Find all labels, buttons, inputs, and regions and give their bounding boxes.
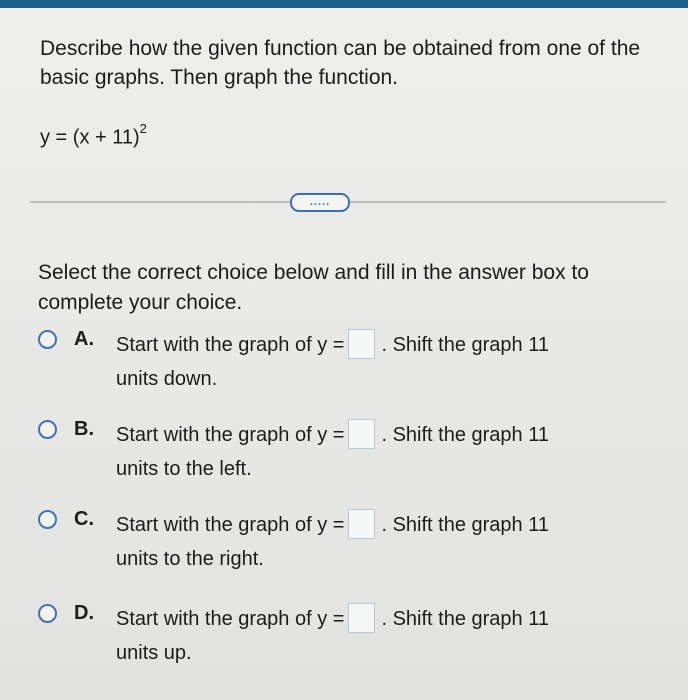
answer-box-b[interactable]	[348, 419, 375, 449]
choice-d-suffix: . Shift the graph 11	[381, 608, 549, 630]
choice-c[interactable]	[38, 508, 658, 578]
answer-box-d[interactable]	[348, 603, 375, 633]
choice-text-a	[116, 328, 646, 396]
choice-c-prefix: Start with the graph of y =	[116, 514, 345, 536]
choice-c-suffix: . Shift the graph 11	[381, 514, 549, 536]
function-equation	[40, 121, 147, 150]
top-bar	[0, 0, 688, 8]
choice-b-prefix: Start with the graph of y =	[116, 424, 345, 446]
choice-letter-d: D.	[74, 602, 94, 624]
choice-letter-b: B.	[74, 418, 94, 440]
choice-text-c	[116, 508, 646, 576]
choice-b-suffix: . Shift the graph 11	[381, 424, 549, 446]
choice-instruction: Select the correct choice below and fill in the answer box to complete your choice.	[38, 261, 589, 314]
equation-exponent: 2	[139, 121, 147, 136]
answer-box-a[interactable]	[348, 329, 375, 359]
choice-a-suffix: . Shift the graph 11	[381, 334, 549, 356]
choice-b[interactable]	[38, 418, 658, 488]
equation-base: y = (x + 11)	[40, 126, 140, 149]
choice-text-d	[116, 602, 646, 670]
radio-button-b[interactable]	[38, 420, 57, 439]
radio-button-d[interactable]	[38, 604, 57, 623]
choice-d-prefix: Start with the graph of y =	[116, 608, 345, 630]
choice-letter-c: C.	[74, 508, 94, 530]
choice-c-line2: units to the right.	[116, 548, 264, 570]
choice-a-prefix: Start with the graph of y =	[116, 334, 345, 356]
choice-d[interactable]	[38, 602, 658, 672]
choice-text-b	[116, 418, 646, 486]
choice-a-line2: units down.	[116, 368, 218, 390]
question-prompt: Describe how the given function can be obtained from one of the basic graphs. Then graph the function.	[40, 37, 641, 89]
expand-more-button[interactable]: .....	[290, 193, 350, 212]
choice-a[interactable]	[38, 328, 658, 398]
question-panel	[0, 8, 688, 700]
answer-box-c[interactable]	[348, 509, 375, 539]
choice-d-line2: units up.	[116, 642, 192, 664]
choice-b-line2: units to the left.	[116, 458, 252, 480]
radio-button-a[interactable]	[38, 330, 57, 349]
radio-button-c[interactable]	[38, 510, 57, 529]
choice-letter-a: A.	[74, 328, 94, 350]
